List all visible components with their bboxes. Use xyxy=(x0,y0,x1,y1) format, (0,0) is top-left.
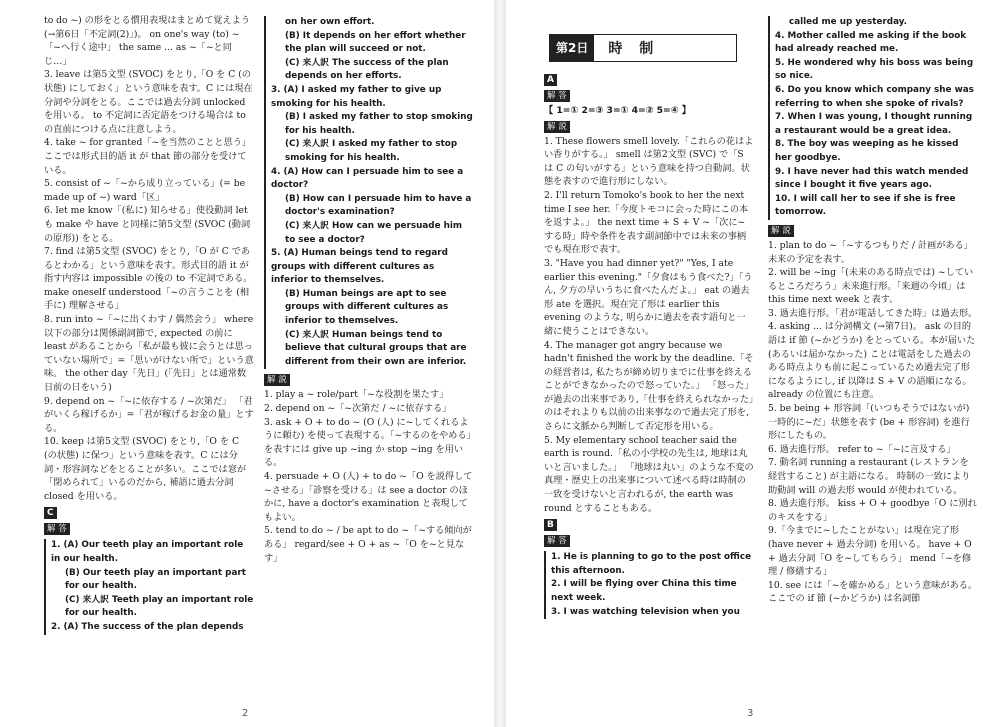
answer-line: 8. The boy was weeping as he kissed her goodbye. xyxy=(775,139,959,163)
answer-line: (B) Our teeth play an important part for our health. xyxy=(65,567,246,592)
paragraph: 5. consist of ~「~から成り立っている」(= be made up of ~) ward「区」 xyxy=(44,178,246,203)
answer-line: 4. (A) How can I persuade him to see a doctor? xyxy=(271,166,464,191)
section-c-badge: C xyxy=(44,507,57,519)
paragraph: 10. keep は第5文型 (SVOC) をとり,「O を C (の状態) に保つ」という意味を表す。C には分詞・形容詞などをとることが多い。ここでは窓が「閉められて」いるのだから, 補語に過去分詞 closed を用いる。 xyxy=(44,436,247,502)
answer-line: (C) 来人訳 Teeth play an important role for our health. xyxy=(65,594,254,619)
paragraph: 10. see には「~を確かめる」という意味がある。ここでの if 節 (~かどうか) は名詞節 xyxy=(768,579,978,605)
explanation-label: 解 説 xyxy=(768,225,794,237)
answer-line: (C) 来人訳 I asked my father to stop smoking for his health. xyxy=(285,139,458,163)
answer-line: 5. He wondered why his boss was being so nice. xyxy=(775,57,974,82)
answer-block xyxy=(44,539,254,634)
day-tag: 第2日 xyxy=(550,35,594,61)
paragraph: 1. play a ~ role/part「~な役割を果たす」 xyxy=(264,389,449,401)
day-title: 時 制 xyxy=(608,41,660,57)
left-col-2 xyxy=(264,14,474,565)
paragraph: 3. ask + O + to do ~ (O (人) に~してくれるように頼む) を使って表現する。「~するのをやめる」を表すには give up ~ing か stop ~ing を用いる。 xyxy=(264,416,472,469)
answer-line: 1. He is planning to go to the post office this afternoon. xyxy=(551,552,752,576)
left-page xyxy=(0,0,495,727)
paragraph: 2. I'll return Tomoko's book to her the next time I see her.「今度トモコに会った時にこの本を返すよ。」 the next time + S + V ~「次に~する時」時や条件を表す副詞節中では未来の事柄でも現在形で表す。 xyxy=(544,189,749,256)
book-gutter xyxy=(494,0,506,727)
right-col-2 xyxy=(768,14,978,606)
answer-line: (C) 来人訳 How can we persuade him to see a doctor? xyxy=(285,220,463,245)
page-number: 3 xyxy=(747,708,754,719)
answer-label: 解 答 xyxy=(44,523,70,535)
paragraph: 1. These flowers smell lovely.「これらの花はよい香りがする。」 smell は第2文型 (SVC) で「S は C の匂いがする」という意味を持つ自動詞。状態を表すので進行形にしない。 xyxy=(544,135,754,188)
paragraph: 9. depend on ~「~に依存する / ~次第だ」 「君がいくら稼げるか」=「君が稼げるお金の量」とする。 xyxy=(44,395,254,434)
answer-line: 2. (A) The success of the plan depends xyxy=(51,621,244,632)
paragraph: 4. take ~ for granted「~を当然のことと思う」ここでは形式目的語 it が that 節の部分を受けている。 xyxy=(44,137,252,176)
paragraph: 6. let me know「(私に) 知らせる」使役動詞 let も make や have と同様に第5文型 (SVOC (動詞の原形)) をとる。 xyxy=(44,205,251,244)
left-col-1 xyxy=(44,14,254,637)
answer-line: (B) How can I persuade him to have a doctor's examination? xyxy=(285,193,472,218)
day-heading xyxy=(549,34,737,62)
answer-line: 6. Do you know which company she was referring to when she spoke of rivals? xyxy=(775,84,974,109)
answer-line: 3. I was watching television when you xyxy=(551,606,740,617)
answer-label: 解 答 xyxy=(544,535,570,547)
paragraph: 1. plan to do ~「~するつもりだ / 計画がある」未来の予定を表す。 xyxy=(768,239,973,265)
paragraph: 5. My elementary school teacher said the earth is round.「私の小学校の先生は, 地球は丸いと言いました。」 「地球は丸い」のような不変の真理・歴史上の出来事について述べる時は時制の一致を受けないと言われるが, the earth was round とすることもある。 xyxy=(544,434,754,514)
answer-line: (C) 来人訳 Human beings tend to believe that cultural groups that are different from their own are inferior. xyxy=(285,329,467,367)
paragraph: 8. 過去進行形。 kiss + O + goodbye「O に別れのキスをする」 xyxy=(768,498,977,523)
answer-line: (B) Human beings are apt to see groups with different cultures as inferior to themselves. xyxy=(285,288,449,327)
paragraph: 3. 過去進行形。「君が電話してきた時」は過去形。 xyxy=(768,307,978,319)
paragraph: 3. "Have you had dinner yet?" "Yes, I ate earlier this evening."「夕食はもう食べた?」「うん, 夕方の早いうちに食べたんだよ。」 eat の過去形 ate を選択。現在完了形は earlier this evening のような, 明らかに過去を表す語句と一緒に使うことはできない。 xyxy=(544,257,753,337)
paragraph: to do ~) の形をとる慣用表現はまとめて覚えよう (→第6日「不定詞(2)」)。 on one's way (to) ~「~へ行く途中」 the same ... as ~「~と同じ…」 xyxy=(44,15,251,67)
explanation-label: 解 説 xyxy=(544,121,570,133)
paragraph: 9.「今までに~したことがない」は現在完了形 (have never + 過去分詞) を用いる。 have + O + 過去分詞「O を~してもらう」 mend「~を修理 / 修繕する」 xyxy=(768,525,972,578)
paragraph: 7. find は第5文型 (SVOC) をとり,「O が C であるとわかる」という意味を表す。形式目的語 it が指す内容は impossible の後の to 不定詞である。 make oneself understood「~の言うことを (相手に) 理解させる」 xyxy=(44,246,253,312)
answer-line: on her own effort. xyxy=(285,17,375,27)
section-a-badge: A xyxy=(544,74,557,86)
paragraph: 5. be being + 形容詞「(いつもそうではないが) 一時的に~だ」状態を表す (be + 形容詞) を進行形にしたもの。 xyxy=(768,403,970,442)
answer-line: 2. I will be flying over China this time next week. xyxy=(551,579,737,603)
answer-line: called me up yesterday. xyxy=(789,17,908,27)
section-b-badge: B xyxy=(544,519,557,531)
paragraph: 5. tend to do ~ / be apt to do ~「~する傾向がある」 regard/see + O + as ~「O を~と見なす」 xyxy=(264,525,472,564)
page-number: 2 xyxy=(242,708,249,719)
paragraph: 4. The manager got angry because we hadn't finished the work by the deadline.「その経営者は, 私たちが締め切りまでに仕事を終えることができなかったので怒っていた。」 「怒った」が過去の出来事であり,「仕事を終えられなかった」のはそれよりも以前の出来事なので過去完了形を, さらに文脈から判断して否定形を用いる。 xyxy=(544,339,754,433)
paragraph: 7. 動名詞 running a restaurant (レストランを経営すること) が主語になる。 時制の一致により助動詞 will の過去形 would が使われている。 xyxy=(768,457,971,496)
answer-block xyxy=(264,16,474,369)
answer-line: 3. (A) I asked my father to give up smoking for his health. xyxy=(271,84,442,109)
paragraph: 2. depend on ~「~次第だ / ~に依存する」 xyxy=(264,403,452,415)
answer-summary: 【 1=① 2=③ 3=① 4=② 5=④ 】 xyxy=(544,105,691,116)
answer-block xyxy=(768,16,978,220)
answer-line: 1. (A) Our teeth play an important role in our health. xyxy=(51,540,244,564)
paragraph: 8. run into ~「~に出くわす / 偶然会う」 where 以下の部分は関係副詞節で, expected の前に least があることから「私が最も彼に会うとは思っていない場所で」=「思いがけない所で」という意味。 the other day「先日」(「先日」とは通常数日前の日をいう) xyxy=(44,314,254,394)
paragraph: 4. asking ... は分詞構文 (→第7日)。 ask の目的語は if 節 (~かどうか) をとっている。本が届いた (あるいは届かなかった) ことは電話をした過去のある時点よりも前に起こっているため過去完了形になるようにし, if 以降は S + V の語順になる。 already の位置にも注意。 xyxy=(768,321,976,401)
paragraph: 6. 過去進行形。 refer to ~「~に言及する」 xyxy=(768,443,956,455)
right-col-1 xyxy=(544,70,754,621)
answer-line: 7. When I was young, I thought running a restaurant would be a great idea. xyxy=(775,112,973,136)
answer-line: (C) 来人訳 The success of the plan depends on her efforts. xyxy=(285,57,449,82)
answer-line: 10. I will call her to see if she is free tomorrow. xyxy=(775,193,956,218)
answer-line: 5. (A) Human beings tend to regard groups with different cultures as inferior to themselves. xyxy=(271,248,448,286)
explanation-label: 解 説 xyxy=(264,374,290,386)
answer-line: (B) It depends on her effort whether the plan will succeed or not. xyxy=(285,30,466,55)
answer-line: 4. Mother called me asking if the book had already reached me. xyxy=(775,30,967,55)
paragraph: 2. will be ~ing「(未来のある時点では) ~しているところだろう」未来進行形。「来週の今頃」は this time next week と表す。 xyxy=(768,267,974,306)
answer-block xyxy=(544,551,754,619)
answer-line: 9. I have never had this watch mended since I bought it five years ago. xyxy=(775,166,969,191)
answer-label: 解 答 xyxy=(544,90,570,102)
paragraph: 4. persuade + O (人) + to do ~「O を説得して~させる」「診察を受ける」は see a doctor のほかに, have a doctor's examination と表現してもよい。 xyxy=(264,471,473,523)
answer-line: (B) I asked my father to stop smoking for his health. xyxy=(285,112,473,136)
paragraph: 3. leave は第5文型 (SVOC) をとり,「O を C (の状態) にしておく」という意味を表す。C には現在分詞や分詞をとる。ここでは過去分詞 unlocked を用いる。 to 不定詞に否定語をつける場合は to の直前につける点に注意しよう。 xyxy=(44,69,253,135)
